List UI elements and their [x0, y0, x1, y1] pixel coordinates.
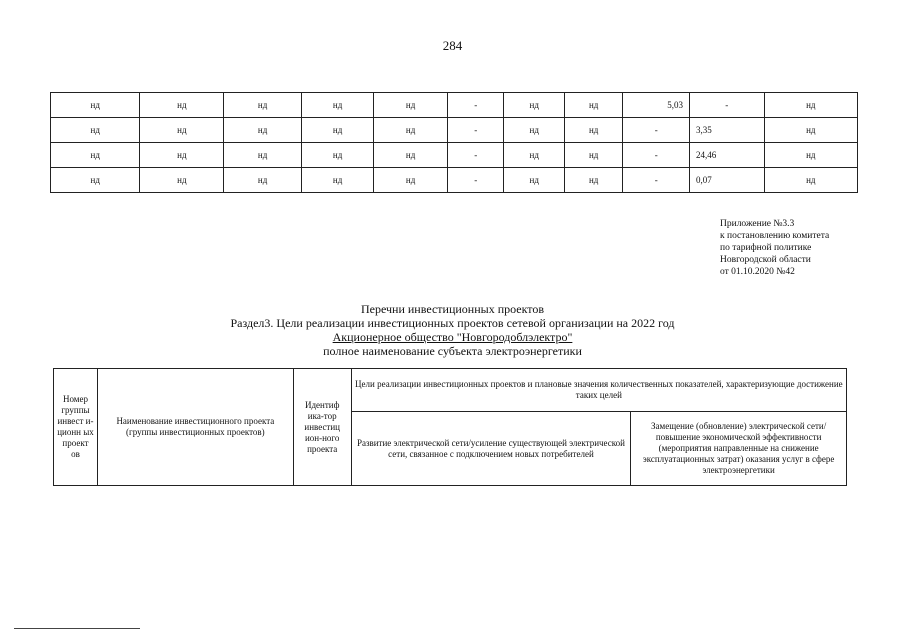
- table-cell: нд: [764, 118, 857, 143]
- table-cell: нд: [140, 118, 224, 143]
- table-cell: нд: [302, 143, 374, 168]
- table-cell: нд: [504, 118, 564, 143]
- table-cell: нд: [302, 93, 374, 118]
- table-cell: нд: [51, 168, 140, 193]
- continuation-table-body: [51, 93, 858, 193]
- table-cell: -: [448, 118, 504, 143]
- table-cell: -: [690, 93, 764, 118]
- table-cell: нд: [504, 168, 564, 193]
- footnote-divider: [14, 628, 140, 629]
- page-number: 284: [442, 38, 463, 53]
- table-cell: нд: [564, 168, 623, 193]
- table-cell: нд: [224, 143, 302, 168]
- table-cell: нд: [51, 118, 140, 143]
- table-cell: нд: [764, 93, 857, 118]
- table-cell: нд: [224, 168, 302, 193]
- table-cell: нд: [51, 143, 140, 168]
- heading-caption: полное наименование субъекта электроэнергетики: [323, 344, 582, 358]
- table-cell: нд: [224, 93, 302, 118]
- table-cell: нд: [140, 168, 224, 193]
- appendix-line: Новгородской области: [720, 255, 811, 265]
- table-cell: нд: [51, 93, 140, 118]
- header-project-id: Идентиф ика-тор инвестиц ион-ного проекта: [293, 369, 351, 486]
- table-cell: нд: [302, 118, 374, 143]
- header-goal-network-development: Развитие электрической сети/усиление существующей электрической сети, связанное с подключением новых потребителей: [351, 412, 631, 486]
- continuation-table: [50, 92, 858, 193]
- table-cell: нд: [564, 93, 623, 118]
- table-row: [51, 168, 858, 193]
- table-row: [51, 118, 858, 143]
- header-goals: Цели реализации инвестиционных проектов и плановые значения количественных показателей, характеризующие достижение таких целей: [351, 369, 846, 412]
- table-row: [51, 93, 858, 118]
- heading-organization: Акционерное общество "Новгородоблэлектро": [332, 330, 573, 344]
- appendix-line: от 01.10.2020 №42: [720, 267, 795, 277]
- header-project-name: Наименование инвестиционного проекта (группы инвестиционных проектов): [97, 369, 293, 486]
- table-cell: нд: [140, 93, 224, 118]
- heading-title: Перечни инвестиционных проектов: [360, 302, 545, 316]
- table-cell: -: [623, 143, 690, 168]
- table-cell: нд: [564, 118, 623, 143]
- header-group-number: Номер группы инвест и-ционн ых проект ов: [54, 369, 98, 486]
- appendix-line: к постановлению комитета: [720, 231, 830, 241]
- table-cell: нд: [764, 168, 857, 193]
- table-cell: 5,03: [623, 93, 690, 118]
- heading-section: Раздел3. Цели реализации инвестиционных проектов сетевой организации на 2022 год: [230, 316, 675, 330]
- table-cell: нд: [374, 93, 448, 118]
- table-cell: нд: [374, 118, 448, 143]
- goals-table: [53, 368, 847, 486]
- table-cell: нд: [564, 143, 623, 168]
- document-heading: [0, 302, 905, 358]
- table-cell: нд: [374, 143, 448, 168]
- appendix-line: по тарифной политике: [720, 243, 812, 253]
- table-row: [51, 143, 858, 168]
- table-cell: нд: [504, 93, 564, 118]
- table-cell: нд: [504, 143, 564, 168]
- table-cell: 24,46: [690, 143, 764, 168]
- table-cell: нд: [224, 118, 302, 143]
- table-cell: 0,07: [690, 168, 764, 193]
- header-goal-network-replacement: Замещение (обновление) электрической сети/повышение экономической эффективности (мероприятия направленные на снижение эксплуатационных затрат) оказания услуг в сфере электроэнергетики: [631, 412, 847, 486]
- table-cell: нд: [302, 168, 374, 193]
- table-cell: -: [448, 143, 504, 168]
- table-cell: -: [448, 168, 504, 193]
- table-cell: нд: [374, 168, 448, 193]
- table-cell: -: [448, 93, 504, 118]
- table-cell: нд: [140, 143, 224, 168]
- table-cell: -: [623, 118, 690, 143]
- appendix-note: [720, 218, 829, 278]
- table-cell: -: [623, 168, 690, 193]
- table-cell: 3,35: [690, 118, 764, 143]
- table-cell: нд: [764, 143, 857, 168]
- appendix-line: Приложение №3.3: [720, 219, 795, 229]
